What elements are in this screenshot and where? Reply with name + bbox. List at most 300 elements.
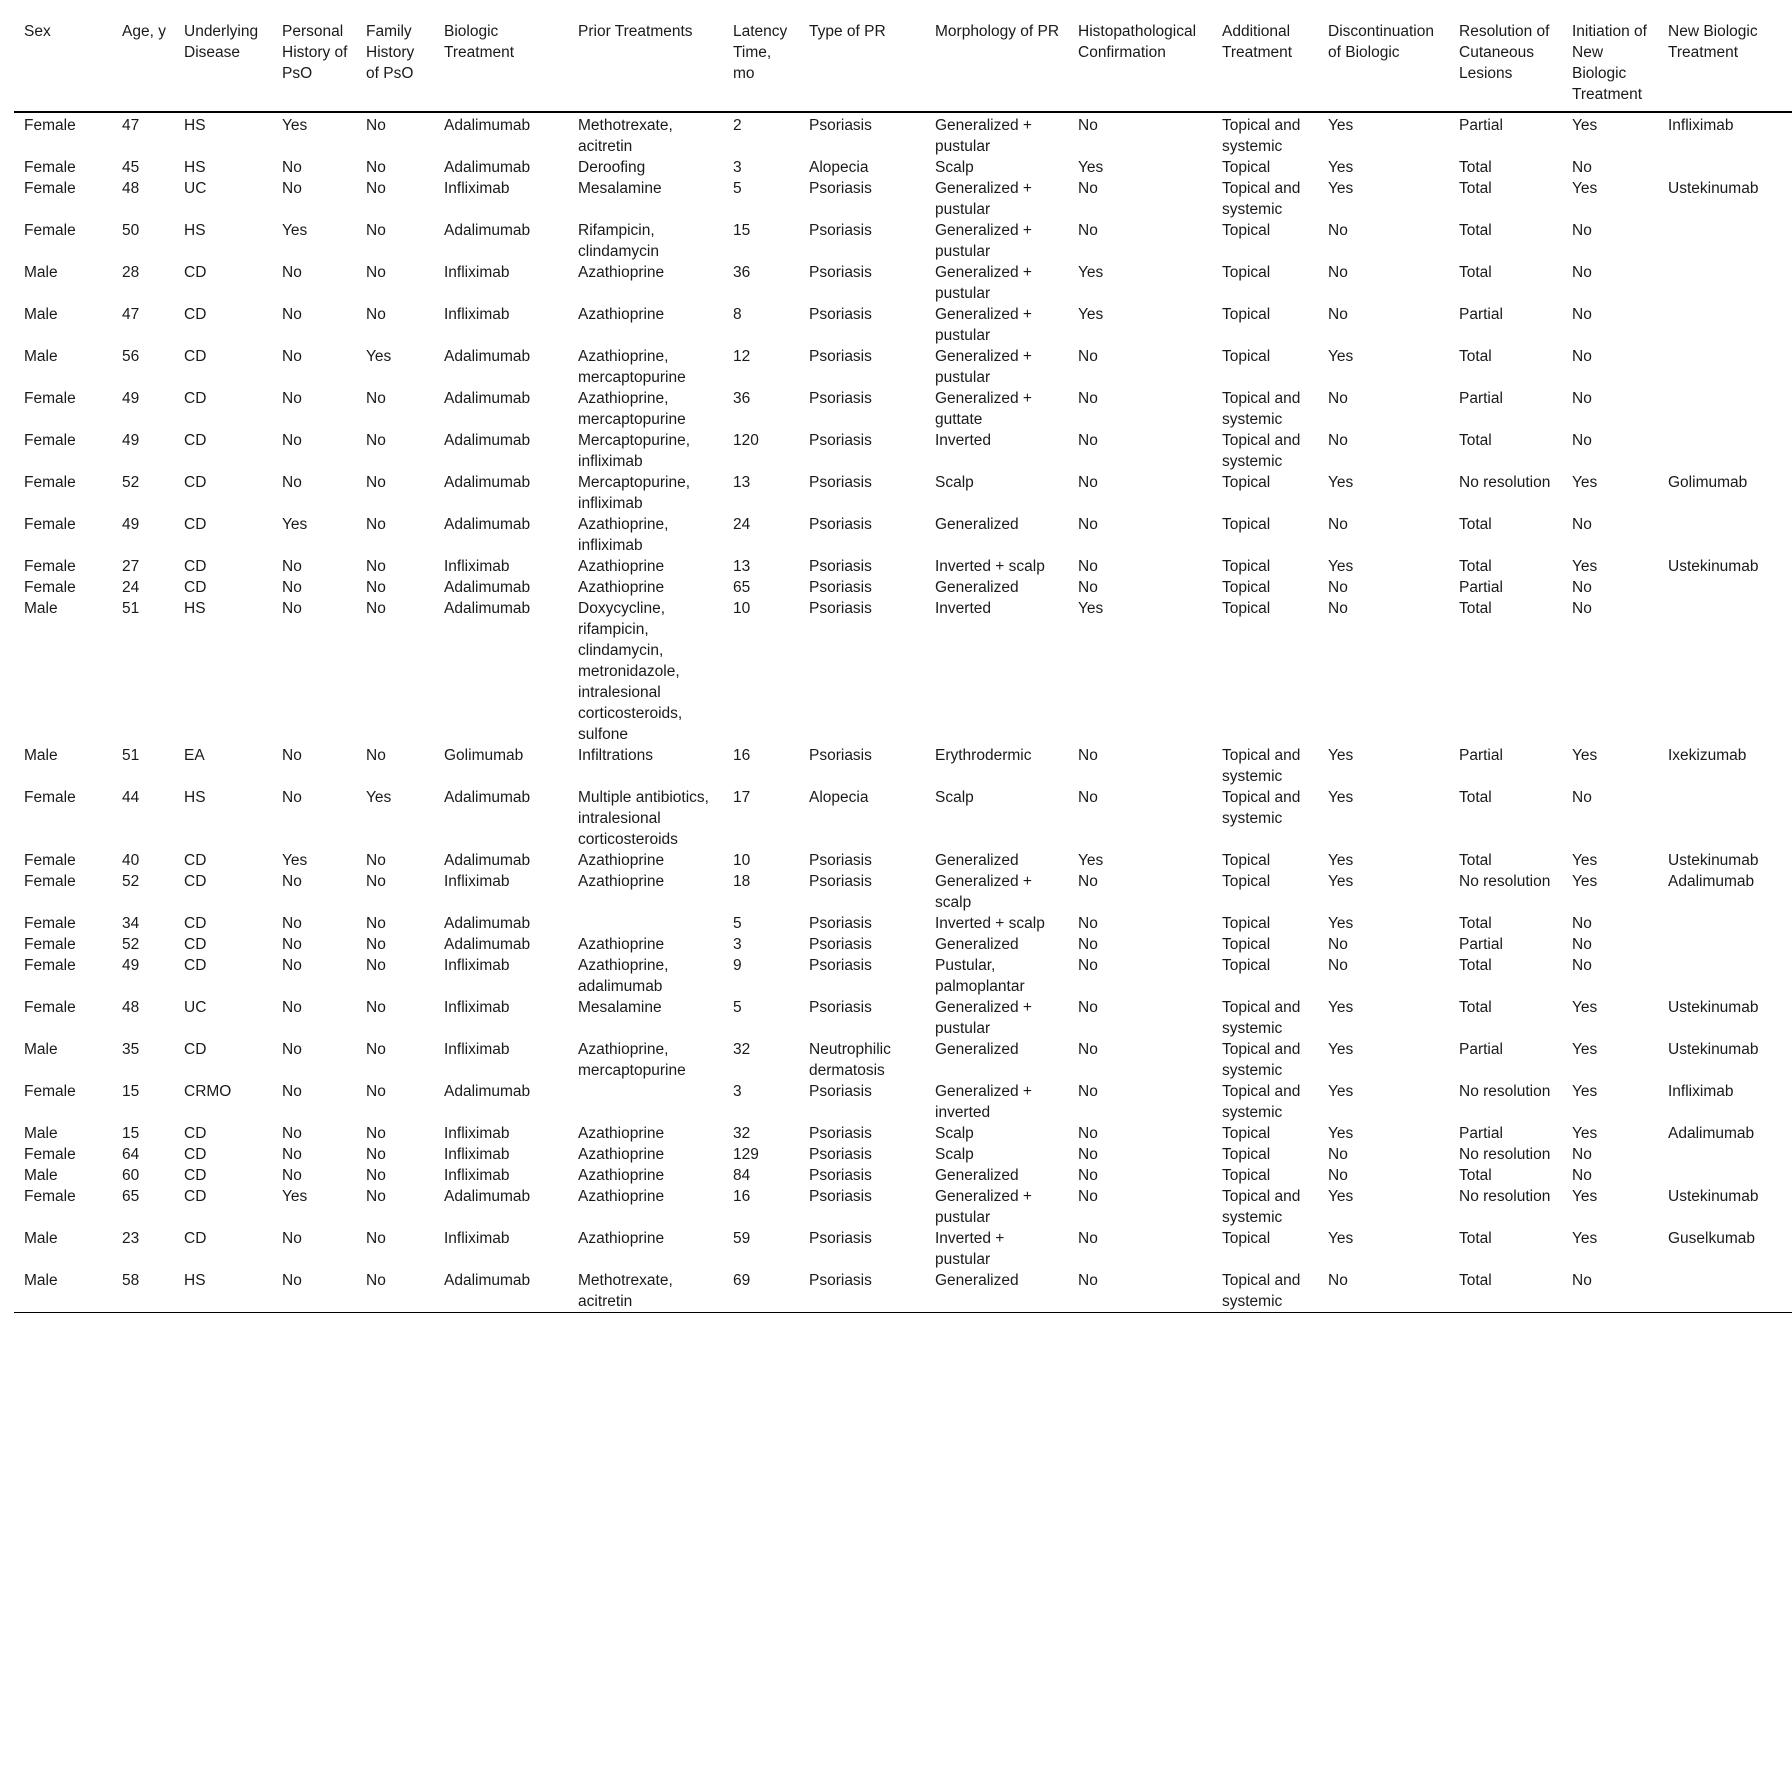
table-cell: Topical and systemic (1222, 1041, 1301, 1079)
table-cell: Infliximab (1668, 1083, 1734, 1100)
table-cell (1658, 304, 1792, 346)
table-cell: No (1078, 789, 1098, 806)
table-cell: Yes (1572, 474, 1598, 491)
table-cell: No (1078, 180, 1098, 197)
table-row (14, 514, 1792, 556)
table-cell: Topical (1222, 558, 1271, 575)
table-cell: Ustekinumab (1668, 1188, 1759, 1205)
table-cell: 65 (733, 579, 751, 596)
table-cell: No resolution (1459, 1188, 1551, 1205)
table-cell: No resolution (1459, 873, 1551, 890)
table-cell: Azathioprine (578, 1146, 665, 1163)
table-cell: Psoriasis (799, 1270, 925, 1313)
table-cell: Topical (1222, 516, 1271, 533)
table-cell: Mesalamine (578, 999, 662, 1016)
table-cell: Yes (282, 117, 308, 134)
table-cell: CD (184, 1041, 207, 1058)
table-cell: No (1572, 915, 1592, 932)
table-cell: Psoriasis (809, 957, 872, 974)
table-cell: Psoriasis (809, 117, 872, 134)
table-cell (1658, 787, 1792, 850)
table-cell: Generalized (935, 936, 1019, 953)
table-cell: Topical and systemic (1222, 180, 1301, 218)
table-cell: CD (184, 1230, 207, 1247)
table-cell: Yes (1572, 1083, 1598, 1100)
table-cell: No (282, 1041, 302, 1058)
table-cell: No (282, 936, 302, 953)
table-cell: Yes (282, 852, 308, 869)
table-cell: 18 (733, 873, 751, 890)
table-cell: Male (24, 348, 58, 365)
table-row (14, 1165, 1792, 1186)
column-header: Morphology of PR (925, 14, 1068, 112)
table-cell: Infliximab (444, 180, 510, 197)
column-header: Age, y (112, 14, 174, 112)
table-cell: No (366, 159, 386, 176)
table-cell: Psoriasis (809, 999, 872, 1016)
table-cell: Yes (1328, 1041, 1354, 1058)
table-cell: Psoriasis (809, 915, 872, 932)
table-cell: Scalp (935, 1146, 974, 1163)
table-cell: No (282, 1125, 302, 1142)
table-cell: No resolution (1459, 474, 1551, 491)
table-cell: Azathioprine (578, 936, 665, 953)
table-cell: 129 (733, 1146, 759, 1163)
table-cell: Psoriasis (809, 747, 872, 764)
table-cell: No (1572, 600, 1592, 617)
table-cell: Generalized (935, 579, 1019, 596)
table-cell: Total (1449, 1270, 1562, 1313)
table-cell: No (1328, 957, 1348, 974)
table-cell: No (1078, 1230, 1098, 1247)
table-cell: No (1078, 390, 1098, 407)
table-cell: CRMO (184, 1083, 232, 1100)
table-cell: No (1572, 264, 1592, 281)
table-cell: Alopecia (809, 159, 869, 176)
table-cell: No (366, 1146, 386, 1163)
table-cell: No (1328, 600, 1348, 617)
table-cell: Azathioprine (578, 1167, 665, 1184)
table-cell: No (282, 579, 302, 596)
table-cell: Yes (282, 1188, 308, 1205)
table-row (14, 556, 1792, 577)
table-cell: 32 (733, 1125, 751, 1142)
table-cell: Topical (1222, 159, 1271, 176)
table-cell: No (1078, 1146, 1098, 1163)
table-cell: No (366, 516, 386, 533)
table-cell: Topical (1222, 264, 1271, 281)
table-cell: 69 (723, 1270, 799, 1313)
table-cell: Total (1459, 789, 1492, 806)
table-cell: Psoriasis (809, 348, 872, 365)
table-cell: 17 (733, 789, 751, 806)
table-cell: Adalimumab (444, 600, 531, 617)
table-cell: Generalized (935, 1167, 1019, 1184)
table-cell: Golimumab (444, 747, 524, 764)
table-cell: No (1078, 999, 1098, 1016)
table-row (14, 472, 1792, 514)
table-cell: Generalized (935, 1041, 1019, 1058)
table-cell: No (366, 558, 386, 575)
table-cell: No (1328, 264, 1348, 281)
table-row (14, 997, 1792, 1039)
table-cell: No (1078, 1167, 1098, 1184)
table-cell: No (1078, 747, 1098, 764)
table-cell: Yes (366, 789, 392, 806)
table-cell: Total (1459, 852, 1492, 869)
table-cell: Female (24, 579, 76, 596)
column-header: Histopathological Confirmation (1068, 14, 1212, 112)
table-cell: No (366, 1167, 386, 1184)
table-cell: CD (184, 432, 207, 449)
table-cell: Topical and systemic (1222, 117, 1301, 155)
table-cell: Yes (1078, 306, 1104, 323)
table-cell: Yes (1572, 558, 1598, 575)
table-cell: No (282, 390, 302, 407)
table-cell: No (282, 957, 302, 974)
table-cell: 50 (122, 222, 140, 239)
table-cell: 15 (122, 1083, 140, 1100)
table-cell: No (282, 1230, 302, 1247)
table-cell: Total (1459, 1167, 1492, 1184)
table-cell: Psoriasis (809, 516, 872, 533)
table-cell: 3 (733, 1083, 742, 1100)
table-row (14, 955, 1792, 997)
table-cell: Yes (1572, 1230, 1598, 1247)
column-header: Initiation of New Biologic Treatment (1562, 14, 1658, 112)
table-cell: Yes (1328, 789, 1354, 806)
table-cell: Adalimumab (444, 432, 531, 449)
table-cell: Topical and systemic (1222, 999, 1301, 1037)
table-cell: 36 (733, 264, 751, 281)
table-row (14, 157, 1792, 178)
table-cell: Yes (1328, 1188, 1354, 1205)
table-cell: No (1328, 516, 1348, 533)
table-cell: 9 (733, 957, 742, 974)
table-cell: Male (24, 1230, 58, 1247)
table-cell: Female (24, 159, 76, 176)
table-cell (568, 1081, 723, 1123)
table-cell: Topical and systemic (1222, 1083, 1301, 1121)
table-cell: 10 (733, 852, 751, 869)
table-row (14, 934, 1792, 955)
table-cell: No (1572, 306, 1592, 323)
table-row (14, 1123, 1792, 1144)
table-cell: No (366, 180, 386, 197)
table-cell: Partial (1459, 390, 1503, 407)
table-cell: Adalimumab (444, 516, 531, 533)
table-cell: 3 (733, 159, 742, 176)
table-row (14, 178, 1792, 220)
table-cell: Psoriasis (809, 1230, 872, 1247)
table-cell: UC (184, 180, 207, 197)
table-cell (1658, 598, 1792, 745)
table-cell: 5 (733, 915, 742, 932)
table-cell: 45 (122, 159, 140, 176)
table-cell: Adalimumab (1668, 873, 1755, 890)
table-cell: CD (184, 1167, 207, 1184)
table-cell: Female (24, 474, 76, 491)
table-cell: No (1078, 1041, 1098, 1058)
table-cell: CD (184, 957, 207, 974)
table-cell: No (366, 747, 386, 764)
table-cell: Inverted + scalp (935, 558, 1045, 575)
table-cell: Psoriasis (809, 600, 872, 617)
table-cell: 52 (122, 873, 140, 890)
table-cell: Yes (1328, 1083, 1354, 1100)
table-cell: Azathioprine (578, 873, 665, 890)
table-cell: Multiple antibiotics, intralesional corticosteroids (578, 789, 709, 848)
table-cell: CD (184, 348, 207, 365)
column-header: Additional Treatment (1212, 14, 1318, 112)
table-row (14, 913, 1792, 934)
table-cell: Psoriasis (809, 1146, 872, 1163)
table-cell: Yes (1572, 117, 1598, 134)
table-cell: Female (24, 432, 76, 449)
table-cell: 24 (733, 516, 751, 533)
table-cell: Female (24, 915, 76, 932)
table-cell: Alopecia (809, 789, 869, 806)
table-cell: No (1078, 117, 1098, 134)
table-cell: Mesalamine (578, 180, 662, 197)
table-row (14, 871, 1792, 913)
table-cell: Azathioprine, mercaptopurine (578, 390, 686, 428)
table-cell: Adalimumab (444, 474, 531, 491)
table-cell: 49 (122, 390, 140, 407)
table-cell: Yes (1328, 159, 1354, 176)
table-cell: Topical and systemic (1222, 747, 1301, 785)
table-cell: 10 (733, 600, 751, 617)
table-cell: 49 (122, 957, 140, 974)
table-cell: Neutrophilic dermatosis (809, 1041, 891, 1079)
table-cell: No (282, 600, 302, 617)
table-cell: Infliximab (444, 1041, 510, 1058)
table-row (14, 1228, 1792, 1270)
table-cell: CD (184, 558, 207, 575)
table-cell: Topical (1222, 348, 1271, 365)
table-cell: Scalp (935, 474, 974, 491)
table-cell: No (1328, 222, 1348, 239)
table-cell: Partial (1459, 117, 1503, 134)
table-cell: Inverted (935, 600, 992, 617)
table-cell: CD (184, 873, 207, 890)
table-cell: No (1068, 1270, 1212, 1313)
table-cell: 5 (733, 180, 742, 197)
table-cell (1658, 1270, 1792, 1313)
table-cell: Psoriasis (809, 222, 872, 239)
table-cell: 52 (122, 474, 140, 491)
table-cell: Partial (1459, 306, 1503, 323)
table-cell: 12 (733, 348, 751, 365)
table-body (14, 112, 1792, 1313)
table-cell: Generalized + inverted (935, 1083, 1032, 1121)
table-cell: HS (184, 789, 206, 806)
table-cell: Topical (1222, 852, 1271, 869)
table-cell: 34 (122, 915, 140, 932)
table-cell: 27 (122, 558, 140, 575)
table-cell: 13 (733, 558, 751, 575)
table-cell: 56 (122, 348, 140, 365)
table-cell: No (1078, 558, 1098, 575)
table-cell: CD (184, 474, 207, 491)
table-cell: CD (184, 306, 207, 323)
table-cell (1658, 157, 1792, 178)
case-table (14, 14, 1792, 1313)
table-cell (1658, 220, 1792, 262)
table-cell: Adalimumab (444, 222, 531, 239)
table-cell: 8 (733, 306, 742, 323)
table-cell: Scalp (935, 789, 974, 806)
table-cell: 24 (122, 579, 140, 596)
table-cell: Partial (1459, 1125, 1503, 1142)
table-cell: UC (184, 999, 207, 1016)
table-cell: Adalimumab (444, 915, 531, 932)
table-cell: No (1572, 390, 1592, 407)
table-cell: CD (184, 936, 207, 953)
table-cell: Generalized + guttate (935, 390, 1032, 428)
table-cell: No (282, 306, 302, 323)
table-cell: No (366, 1125, 386, 1142)
table-cell: No (366, 222, 386, 239)
table-cell: No (366, 999, 386, 1016)
table-cell: Total (1459, 600, 1492, 617)
table-cell: 3 (733, 936, 742, 953)
table-cell: Psoriasis (809, 390, 872, 407)
column-header: Type of PR (799, 14, 925, 112)
table-cell: Topical and systemic (1222, 1188, 1301, 1226)
table-cell: Topical (1222, 1146, 1271, 1163)
table-cell: Doxycycline, rifampicin, clindamycin, metronidazole, intralesional corticosteroids, sulfone (578, 600, 683, 743)
table-cell: Topical (1222, 936, 1271, 953)
table-cell: 60 (122, 1167, 140, 1184)
table-cell: No (1328, 1167, 1348, 1184)
table-cell: Topical and systemic (1212, 1270, 1318, 1313)
table-cell: Total (1459, 516, 1492, 533)
table-cell: Partial (1459, 936, 1503, 953)
table-cell: HS (174, 1270, 272, 1313)
table-cell: No (1328, 1146, 1348, 1163)
table-cell: Partial (1459, 1041, 1503, 1058)
table-cell: No (1328, 936, 1348, 953)
table-cell: Yes (1328, 180, 1354, 197)
table-cell: Male (24, 306, 58, 323)
table-cell: No (282, 1083, 302, 1100)
table-row (14, 745, 1792, 787)
table-cell: Yes (1328, 558, 1354, 575)
table-cell: Adalimumab (444, 1188, 531, 1205)
table-cell: Psoriasis (809, 264, 872, 281)
table-cell: No (1572, 516, 1592, 533)
table-cell: Azathioprine, adalimumab (578, 957, 669, 995)
table-cell: Yes (1078, 852, 1104, 869)
table-cell: Yes (1328, 915, 1354, 932)
table-cell: No (1078, 348, 1098, 365)
table-cell: No (1318, 1270, 1449, 1313)
table-cell: Infliximab (444, 999, 510, 1016)
table-cell: Psoriasis (809, 558, 872, 575)
column-header: Sex (14, 14, 112, 112)
table-cell: Female (24, 873, 76, 890)
table-cell: 15 (733, 222, 751, 239)
table-cell: Yes (1572, 852, 1598, 869)
table-cell: No (1572, 159, 1592, 176)
table-cell: Inverted + scalp (935, 915, 1045, 932)
table-cell (1658, 1165, 1792, 1186)
table-cell: Generalized (935, 516, 1019, 533)
column-header: Resolution of Cutaneous Lesions (1449, 14, 1562, 112)
table-cell: Psoriasis (809, 432, 872, 449)
table-cell: Infliximab (444, 1146, 510, 1163)
table-cell: CD (184, 1125, 207, 1142)
table-cell: Total (1459, 915, 1492, 932)
table-cell: Yes (366, 348, 392, 365)
table-cell: No resolution (1459, 1146, 1551, 1163)
table-cell: Generalized + scalp (935, 873, 1032, 911)
table-cell: 52 (122, 936, 140, 953)
table-cell: Rifampicin, clindamycin (578, 222, 659, 260)
table-cell: Adalimumab (444, 789, 531, 806)
table-cell: 2 (733, 117, 742, 134)
table-cell: Total (1459, 558, 1492, 575)
table-cell: No (1078, 1083, 1098, 1100)
table-cell: 51 (122, 600, 140, 617)
table-cell: Female (24, 117, 76, 134)
table-cell: No (356, 1270, 434, 1313)
table-cell: Infiltrations (578, 747, 653, 764)
table-row (14, 262, 1792, 304)
table-cell: Yes (1328, 873, 1354, 890)
table-cell: Ustekinumab (1668, 852, 1759, 869)
table-cell: Generalized (925, 1270, 1068, 1313)
table-cell: Partial (1459, 579, 1503, 596)
table-cell: Yes (1572, 1188, 1598, 1205)
table-cell: 40 (122, 852, 140, 869)
table-row (14, 1039, 1792, 1081)
table-cell: Topical (1222, 579, 1271, 596)
table-cell: 47 (122, 306, 140, 323)
table-cell: HS (184, 159, 206, 176)
table-cell: 49 (122, 516, 140, 533)
table-row (14, 1144, 1792, 1165)
table-cell: Adalimumab (444, 936, 531, 953)
table-cell: CD (184, 1146, 207, 1163)
table-cell: No (1078, 1188, 1098, 1205)
table-cell: Generalized + pustular (935, 222, 1032, 260)
table-cell: Male (24, 747, 58, 764)
table-cell: Mercaptopurine, infliximab (578, 432, 691, 470)
table-cell: Yes (1078, 264, 1104, 281)
table-cell: No (1572, 348, 1592, 365)
table-cell (1658, 913, 1792, 934)
table-cell: Male (24, 264, 58, 281)
table-cell: Female (24, 936, 76, 953)
table-cell: No (366, 1083, 386, 1100)
table-cell (1658, 934, 1792, 955)
column-header: Personal History of PsO (272, 14, 356, 112)
table-cell: Azathioprine, mercaptopurine (578, 348, 686, 386)
table-cell: Female (24, 1188, 76, 1205)
table-cell: Generalized + pustular (935, 117, 1032, 155)
table-row (14, 304, 1792, 346)
table-cell: Yes (1328, 852, 1354, 869)
table-cell: CD (184, 516, 207, 533)
table-cell: No (366, 1188, 386, 1205)
table-cell: Azathioprine (578, 306, 665, 323)
table-cell: Yes (282, 516, 308, 533)
table-cell: HS (184, 600, 206, 617)
table-cell: No (282, 474, 302, 491)
table-cell: No (272, 1270, 356, 1313)
